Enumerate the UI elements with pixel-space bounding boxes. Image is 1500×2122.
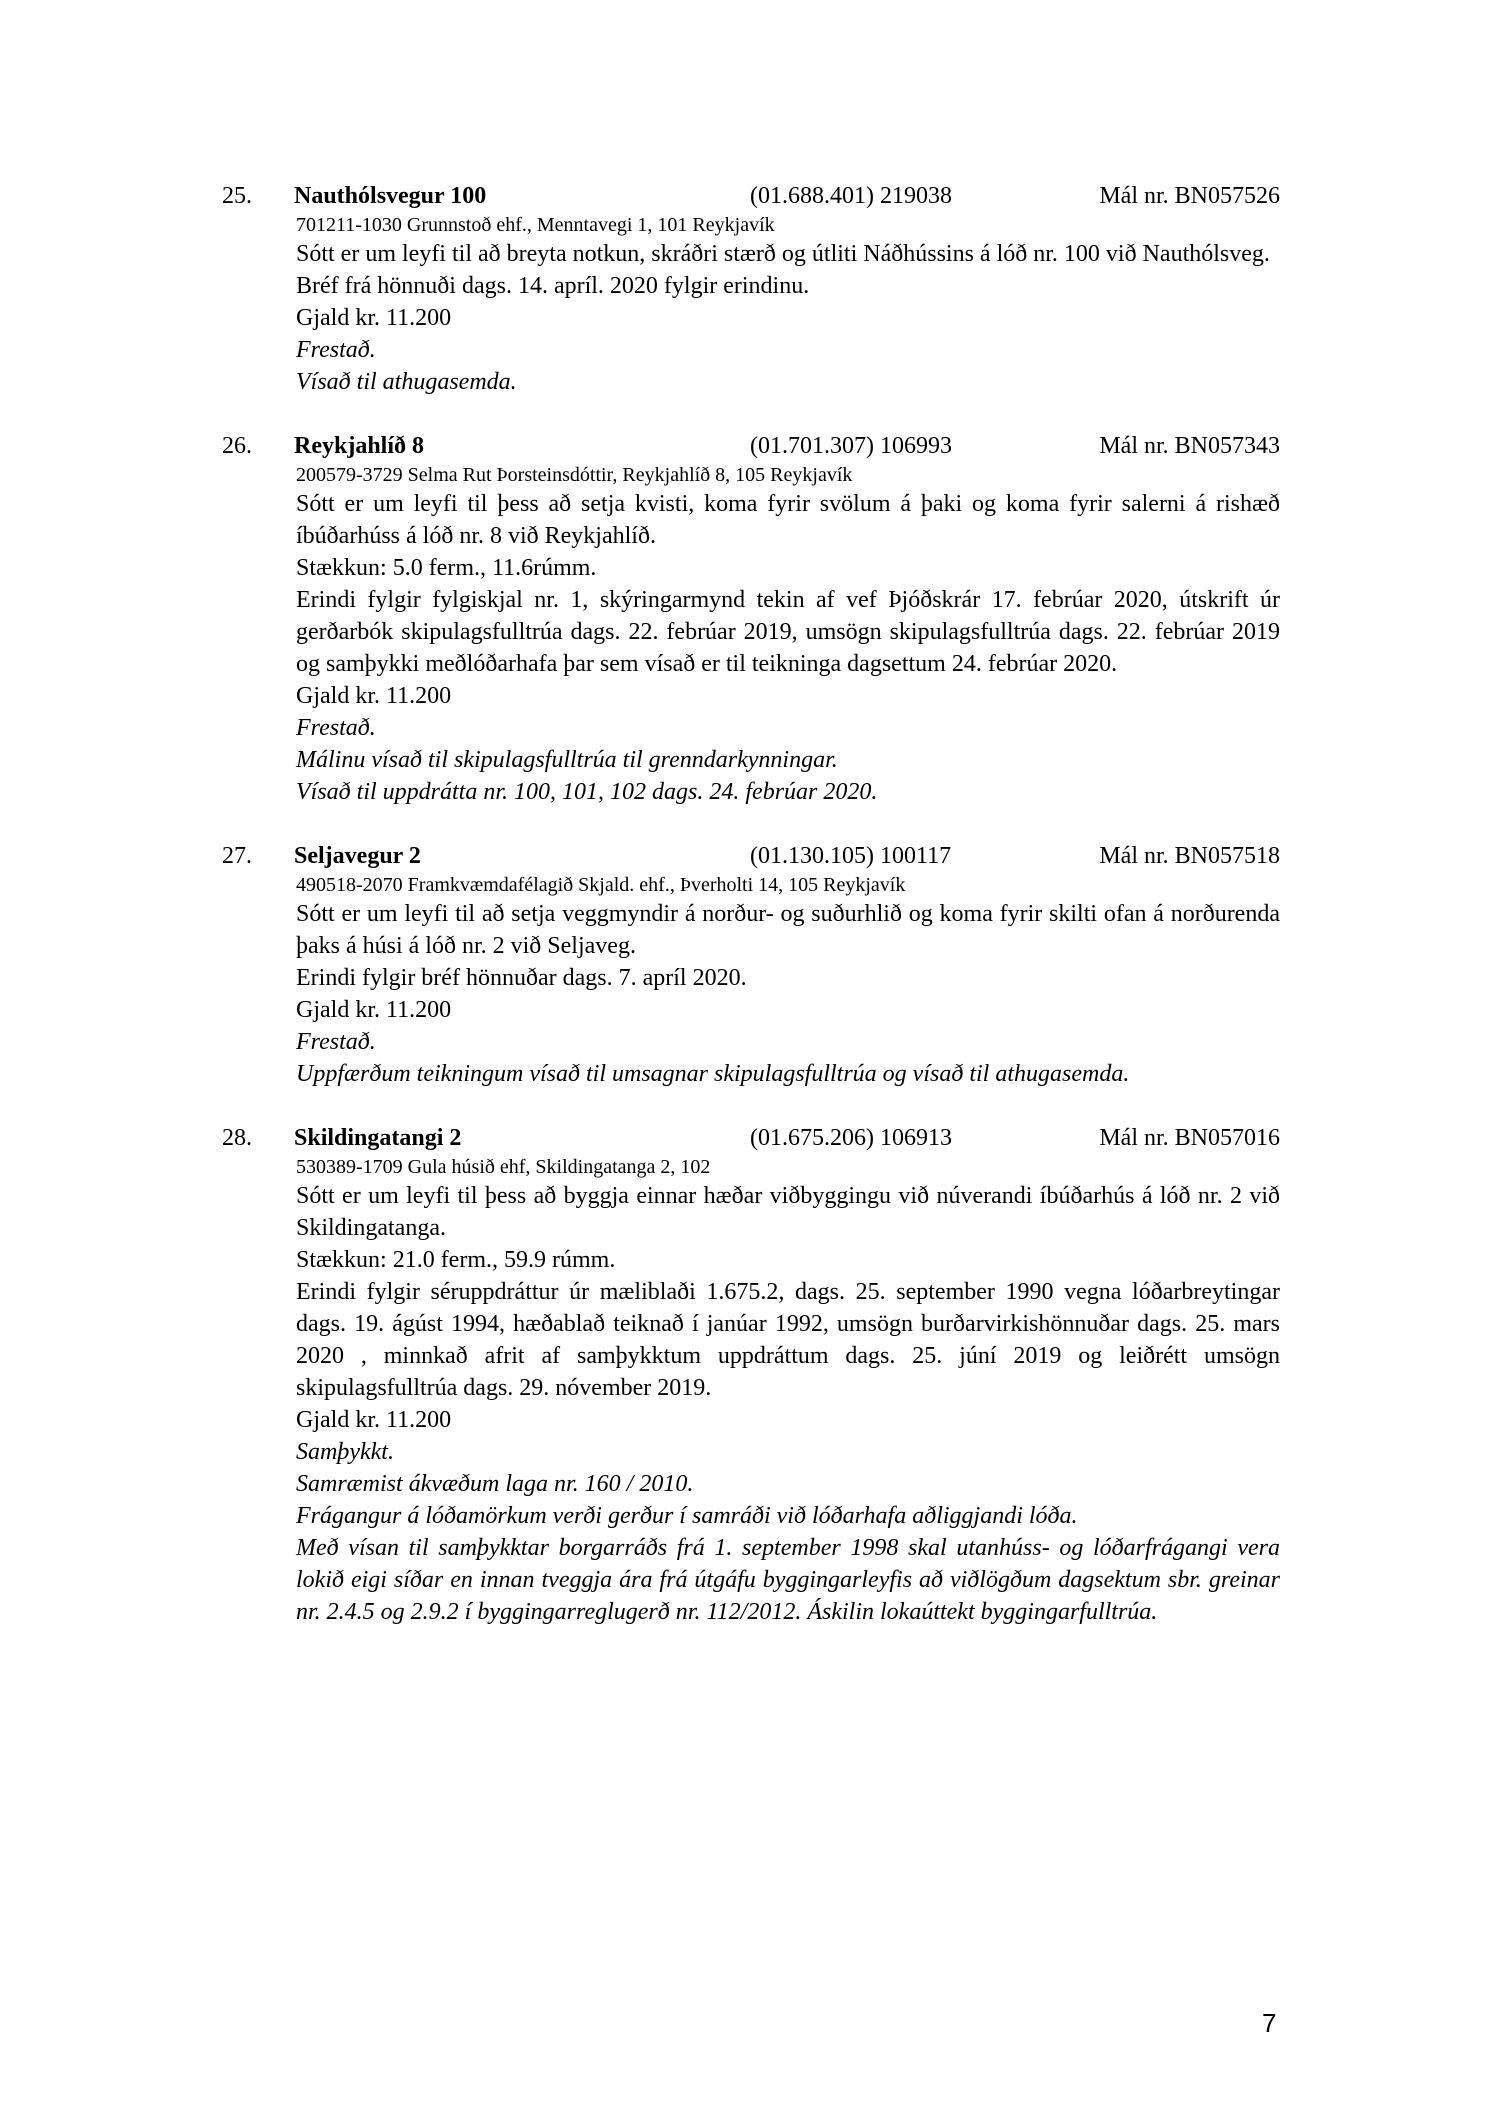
- document-body: [222, 180, 1280, 1660]
- case-item: [222, 430, 1280, 808]
- applicant: 701211-1030 Grunnstoð ehf., Menntavegi 1, 101 Reykjavík: [296, 214, 775, 236]
- case-reference: Mál nr. BN057016: [1099, 1125, 1280, 1151]
- decision: Vísað til uppdrátta nr. 100, 101, 102 dags. 24. febrúar 2020.: [296, 779, 878, 805]
- case-item: [222, 840, 1280, 1090]
- description-paragraph: Stækkun: 5.0 ferm., 11.6rúmm.: [296, 555, 597, 581]
- case-item: [222, 180, 1280, 398]
- case-number: 26.: [222, 433, 252, 459]
- case-address: Reykjahlíð 8: [294, 433, 425, 459]
- decision: Uppfærðum teikningum vísað til umsagnar skipulagsfulltrúa og vísað til athugasemda.: [296, 1061, 1130, 1087]
- applicant: 530389-1709 Gula húsið ehf, Skildingatanga 2, 102: [296, 1156, 711, 1178]
- case-number: 27.: [222, 843, 252, 869]
- case-body: [296, 1154, 1280, 1628]
- case-body: [296, 212, 1280, 398]
- case-header: [222, 430, 1280, 462]
- decision: Samræmist ákvæðum laga nr. 160 / 2010.: [296, 1471, 694, 1497]
- decision: Frestað.: [296, 337, 376, 363]
- description-paragraph: Sótt er um leyfi til að breyta notkun, skráðri stærð og útliti Náðhússins á lóð nr. 100 við Nauthólsveg.: [296, 241, 1270, 267]
- decision: Vísað til athugasemda.: [296, 369, 517, 395]
- fee: Gjald kr. 11.200: [296, 683, 452, 709]
- description-paragraph: Sótt er um leyfi til að setja veggmyndir á norður- og suðurhlið og koma fyrir skilti ofan á norðurenda þaks á húsi á lóð nr. 2 við Seljaveg.: [296, 901, 1280, 959]
- land-id: (01.701.307) 106993: [750, 433, 952, 459]
- description-paragraph: Sótt er um leyfi til þess að byggja einnar hæðar viðbyggingu við núverandi íbúðarhús á lóð nr. 2 við Skildingatanga.: [296, 1183, 1280, 1241]
- decision: Samþykkt.: [296, 1439, 394, 1465]
- case-reference: Mál nr. BN057526: [1099, 183, 1280, 209]
- decision: Með vísan til samþykktar borgarráðs frá 1. september 1998 skal utanhúss- og lóðarfrágangi vera lokið eigi síðar en innan tveggja ára frá útgáfu byggingarleyfis að viðlögðum dagsektum sbr. greinar nr. 2.4.5 og 2.9.2 í byggingarreglugerð nr. 112/2012. Áskilin lokaúttekt byggingarfulltrúa.: [296, 1535, 1280, 1625]
- case-reference: Mál nr. BN057518: [1099, 843, 1280, 869]
- decision: Frestað.: [296, 1029, 376, 1055]
- land-id: (01.688.401) 219038: [750, 183, 952, 209]
- case-address: Seljavegur 2: [294, 843, 421, 869]
- fee: Gjald kr. 11.200: [296, 1407, 452, 1433]
- case-item: [222, 1122, 1280, 1628]
- description-paragraph: Bréf frá hönnuði dags. 14. apríl. 2020 fylgir erindinu.: [296, 273, 810, 299]
- fee: Gjald kr. 11.200: [296, 305, 452, 331]
- description-paragraph: Stækkun: 21.0 ferm., 59.9 rúmm.: [296, 1247, 616, 1273]
- case-address: Skildingatangi 2: [294, 1125, 462, 1151]
- case-header: [222, 180, 1280, 212]
- case-body: [296, 872, 1280, 1090]
- decision: Frágangur á lóðamörkum verði gerður í samráði við lóðarhafa aðliggjandi lóða.: [296, 1503, 1078, 1529]
- case-number: 28.: [222, 1125, 252, 1151]
- case-header: [222, 840, 1280, 872]
- land-id: (01.130.105) 100117: [750, 843, 952, 869]
- decision: Frestað.: [296, 715, 376, 741]
- description-paragraph: Sótt er um leyfi til þess að setja kvisti, koma fyrir svölum á þaki og koma fyrir salerni á rishæð íbúðarhúss á lóð nr. 8 við Reykjahlíð.: [296, 491, 1280, 549]
- case-body: [296, 462, 1280, 808]
- description-paragraph: Erindi fylgir fylgiskjal nr. 1, skýringarmynd tekin af vef Þjóðskrár 17. febrúar 2020, útskrift úr gerðarbók skipulagsfulltrúa dags. 22. febrúar 2019, umsögn skipulagsfulltrúa dags. 22. febrúar 2019 og samþykki meðlóðarhafa þar sem vísað er til teikninga dagsettum 24. febrúar 2020.: [296, 587, 1280, 677]
- description-paragraph: Erindi fylgir bréf hönnuðar dags. 7. apríl 2020.: [296, 965, 747, 991]
- description-paragraph: Erindi fylgir séruppdráttur úr mæliblaði 1.675.2, dags. 25. september 1990 vegna lóðarbreytingar dags. 19. ágúst 1994, hæðablað teiknað í janúar 1992, umsögn burðarvirkishönnuðar dags. 25. mars 2020 , minnkað afrit af samþykktum uppdráttum dags. 25. júní 2019 og leiðrétt umsögn skipulagsfulltrúa dags. 29. nóvember 2019.: [296, 1279, 1280, 1401]
- case-header: [222, 1122, 1280, 1154]
- applicant: 490518-2070 Framkvæmdafélagið Skjald. ehf., Þverholti 14, 105 Reykjavík: [296, 874, 906, 896]
- applicant: 200579-3729 Selma Rut Þorsteinsdóttir, Reykjahlíð 8, 105 Reykjavík: [296, 464, 853, 486]
- case-number: 25.: [222, 183, 252, 209]
- case-address: Nauthólsvegur 100: [294, 183, 487, 209]
- case-reference: Mál nr. BN057343: [1099, 433, 1280, 459]
- decision: Málinu vísað til skipulagsfulltrúa til grenndarkynningar.: [296, 747, 838, 773]
- page-number: 7: [1262, 2008, 1277, 2038]
- fee: Gjald kr. 11.200: [296, 997, 452, 1023]
- land-id: (01.675.206) 106913: [750, 1125, 952, 1151]
